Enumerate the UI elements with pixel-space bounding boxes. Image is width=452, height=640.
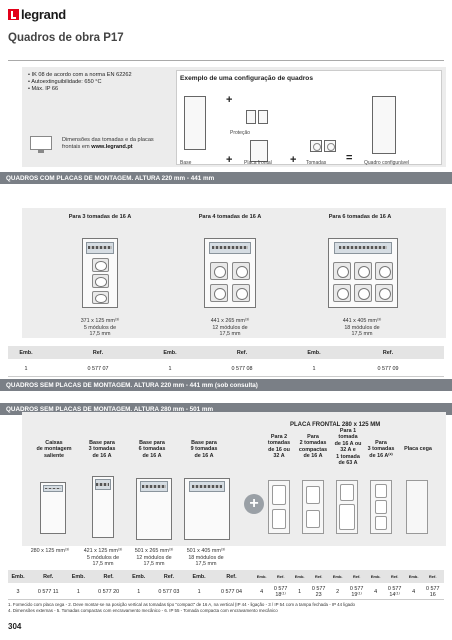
front-plate-image [370,480,392,534]
footnote: 1. Fornecido com placa cega - 2. Deve montar-se na posição vertical as tomadas tipo "compact" de 16 A, na vertical (IP 44 - ligação - 3 / IP 54 com a tampa fechada - IP 44 ligado [8,602,355,607]
brand-logo [8,7,66,22]
enclosure-spec: 421 x 125 mm⁽³⁾ 5 módulos de 17,5 mm [83,548,123,568]
front-plate-image [268,480,290,534]
protection-label: Proteção [230,130,251,136]
socket-drawing [310,140,322,152]
configured-board-label: Quadro configurável [364,160,410,166]
front-plate-heading: PLACA FRONTAL 280 x 125 MM [290,422,381,428]
section3-reference-table: Emb. Ref. Emb. Ref. Emb. Ref. Emb. Ref. Emb. Ref. Emb. Ref. Emb. Ref. Emb. Ref. Emb. Ref. 3 0 577 11 1 0 577 20 1 0 577 03 1 0 577 04 4 0 577 18⁽¹⁾ 1 0 577 23 2 0 577 19⁽¹⁾ 4 0 577 14⁽¹⁾ 4 0 577 16 [8,570,444,600]
reference-number: 0 577 19⁽¹⁾ [345,586,367,599]
section-band-2: QUADROS SEM PLACAS DE MONTAGEM. ALTURA 220 mm - 441 mm (sob consulta) [0,379,452,391]
enclosure-spec: 441 x 265 mm⁽³⁾ 12 módulos de 17,5 mm [210,318,250,338]
reference-number: 0 577 16 [421,586,444,599]
feature-list [28,72,132,93]
enclosure-spec: 371 x 125 mm⁽³⁾ 5 módulos de 17,5 mm [80,318,120,338]
enclosure-3-socket-image [82,238,118,308]
enclosure-spec: 280 x 125 mm⁽³⁾ [30,548,70,554]
reference-number: 0 577 23 [307,586,329,599]
front-plate-drawing [250,140,268,162]
column-heading: Base para 6 tomadas de 16 A [138,440,166,459]
footnotes [8,602,444,613]
column-heading: Para 3 tomadas de 16 A [68,214,132,220]
front-plate-image [302,480,324,534]
column-heading: Para 6 tomadas de 16 A [328,214,392,220]
blank-plate-image [406,480,428,534]
surface-box-image [40,482,66,534]
front-plate-image [336,480,358,534]
base-9-socket-image [184,478,230,540]
feature-item: • Máx. IP 66 [28,86,132,93]
socket-drawing [324,140,336,152]
reference-number: 0 577 20 [88,586,128,599]
enclosure-spec: 441 x 405 mm⁽³⁾ 18 módulos de 17,5 mm [342,318,382,338]
reference-number: 0 577 11 [28,586,68,599]
plate-heading: Para 2 tomadas compactas de 16 A [298,434,328,460]
table-row: 1 0 577 07 1 0 577 08 1 0 577 09 [8,363,444,376]
feature-item: • Autoextinguibilidade: 650 °C [28,79,132,86]
brand-name: legrand [21,7,66,22]
column-heading: Base para 3 tomadas de 16 A [88,440,116,459]
equals-symbol: = [346,152,353,164]
dimensions-note: Dimensões das tomadas e da placas frontais em www.legrand.pt [62,137,154,150]
footnote: 4. Dimensões externas - 5. Tomadas compactas com encravamento mecânico - 6. IP 55 - Tomada compacta com encravamento mecânico [8,607,278,613]
enclosure-spec: 501 x 265 mm⁽³⁾ 12 módulos de 17,5 mm [134,548,174,568]
plate-heading: Placa cega [404,446,432,452]
reference-number: 0 577 07 [44,363,152,376]
base-3-socket-image [92,476,114,538]
feature-item: • IK 08 de acordo com a norma EN 62262 [28,72,132,79]
section-band-1: QUADROS COM PLACAS DE MONTAGEM. ALTURA 220 mm - 441 mm [0,172,452,184]
protection-module-drawing [258,110,268,124]
title-divider [8,60,444,61]
page-number: 304 [8,622,22,631]
reference-number: 0 577 08 [188,363,296,376]
section1-reference-table: Emb. Ref. Emb. Ref. Emb. Ref. 1 0 577 07 1 0 577 08 1 0 577 09 [8,346,444,377]
section-band-3: QUADROS SEM PLACAS DE MONTAGEM. ALTURA 280 mm - 501 mm [0,403,452,415]
plus-symbol: + [226,94,233,106]
page-title: Quadros de obra P17 [8,32,124,44]
column-heading: Base para 9 tomadas de 16 A [190,440,218,459]
enclosure-spec: 501 x 405 mm⁽³⁾ 18 módulos de 17,5 mm [186,548,226,568]
enclosure-4-socket-image [204,238,256,308]
reference-number: 0 577 04 [209,586,254,599]
column-heading: Caixas de montagem saliente [36,440,72,459]
reference-number: 0 577 18⁽¹⁾ [269,586,291,599]
legrand-logo-icon [8,9,19,20]
base-drawing [184,96,206,150]
configured-board-drawing [372,96,396,154]
plus-symbol: + [290,154,297,166]
plate-heading: Para 2 tomadas de 16 ou 32 A [267,434,291,460]
base-label: Base [180,160,192,166]
monitor-icon [30,136,52,150]
plus-symbol: + [226,154,233,166]
reference-number: 0 577 03 [149,586,189,599]
sockets-label: Tomadas [306,160,327,166]
column-heading: Para 4 tomadas de 16 A [198,214,262,220]
config-example-title: Exemplo de uma configuração de quadros [180,75,314,82]
plate-heading: Para 1 tomada de 16 A ou 32 A e 1 tomada de 63 A [334,428,362,467]
base-6-socket-image [136,478,172,540]
reference-number: 0 577 09 [332,363,444,376]
table-row: 3 0 577 11 1 0 577 20 1 0 577 03 1 0 577 04 4 0 577 18⁽¹⁾ 1 0 577 23 2 0 577 19⁽¹⁾ 4 0 577 14⁽¹⁾ 4 0 577 16 [8,586,444,599]
protection-module-drawing [246,110,256,124]
plate-heading: Para 3 tomadas de 16 A⁽²⁾ [367,440,395,459]
reference-number: 0 577 14⁽¹⁾ [383,586,405,599]
front-plate-label: Placa frontal [244,160,272,166]
website-link[interactable]: www.legrand.pt [91,144,133,150]
enclosure-6-socket-image [328,238,398,308]
config-example-panel [176,70,442,165]
plus-icon: + [244,494,264,514]
